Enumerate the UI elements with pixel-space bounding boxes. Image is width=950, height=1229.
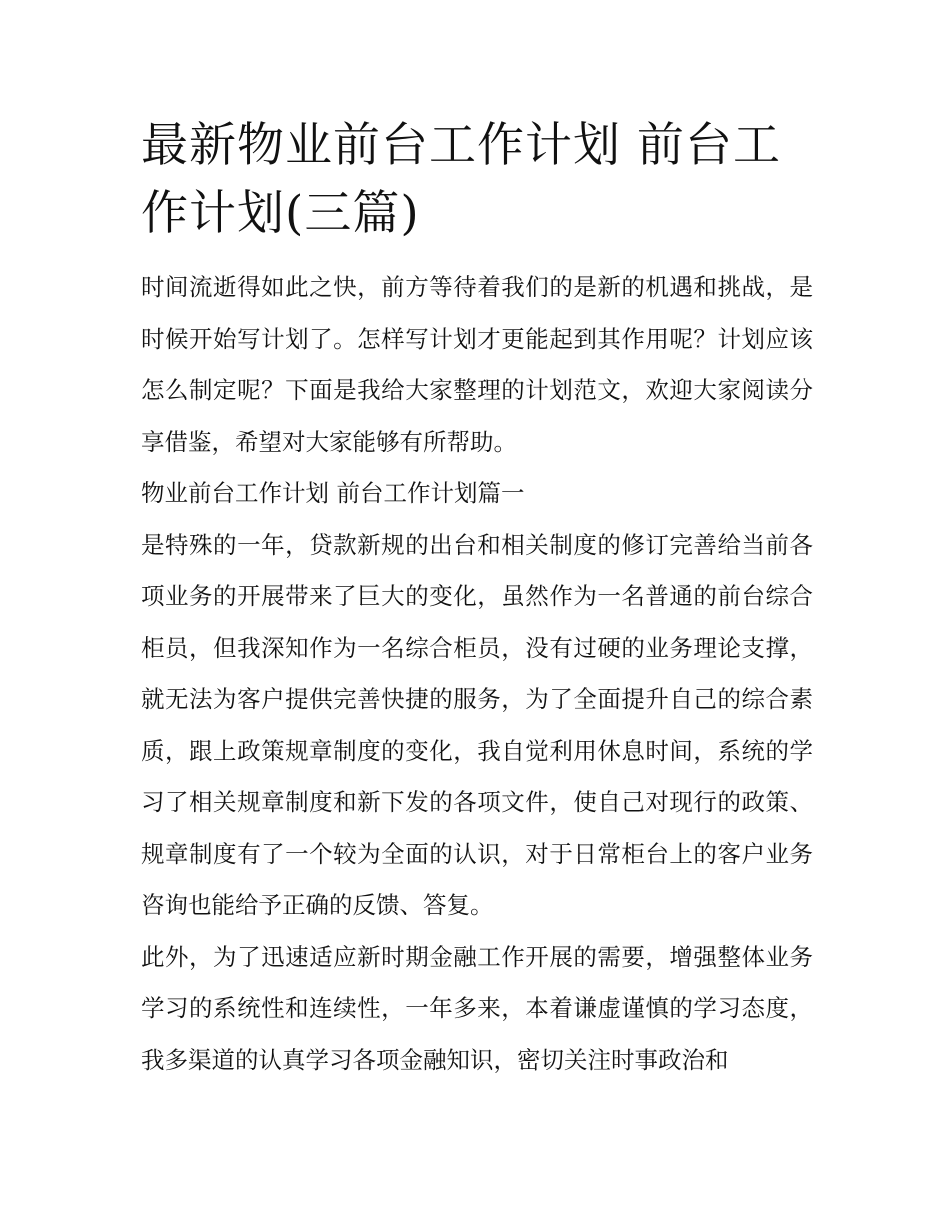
- intro-paragraph: 时间流逝得如此之快，前方等待着我们的是新的机遇和挑战，是时候开始写计划了。怎样写计划才更能起到其作用呢？计划应该怎么制定呢？下面是我给大家整理的计划范文，欢迎大家阅读分享借鉴，希望对大家能够有所帮助。: [141, 273, 813, 456]
- section-heading: 物业前台工作计划 前台工作计划篇一: [141, 479, 525, 507]
- document-page: [141, 112, 813, 1086]
- body-paragraph-1: 是特殊的一年，贷款新规的出台和相关制度的修订完善给当前各项业务的开展带来了巨大的变化，虽然作为一名普通的前台综合柜员，但我深知作为一名综合柜员，没有过硬的业务理论支撑，就无法为客户提供完善快捷的服务，为了全面提升自己的综合素质，跟上政策规章制度的变化，我自觉利用休息时间，系统的学习了相关规章制度和新下发的各项文件，使自己对现行的政策、规章制度有了一个较为全面的认识，对于日常柜台上的客户业务咨询也能给予正确的反馈、答复。: [141, 530, 813, 919]
- body-paragraph-2: 此外，为了迅速适应新时期金融工作开展的需要，增强整体业务学习的系统性和连续性，一年多来，本着谦虚谨慎的学习态度，我多渠道的认真学习各项金融知识，密切关注时事政治和: [141, 942, 813, 1074]
- document-title: 最新物业前台工作计划 前台工作计划(三篇): [141, 118, 781, 241]
